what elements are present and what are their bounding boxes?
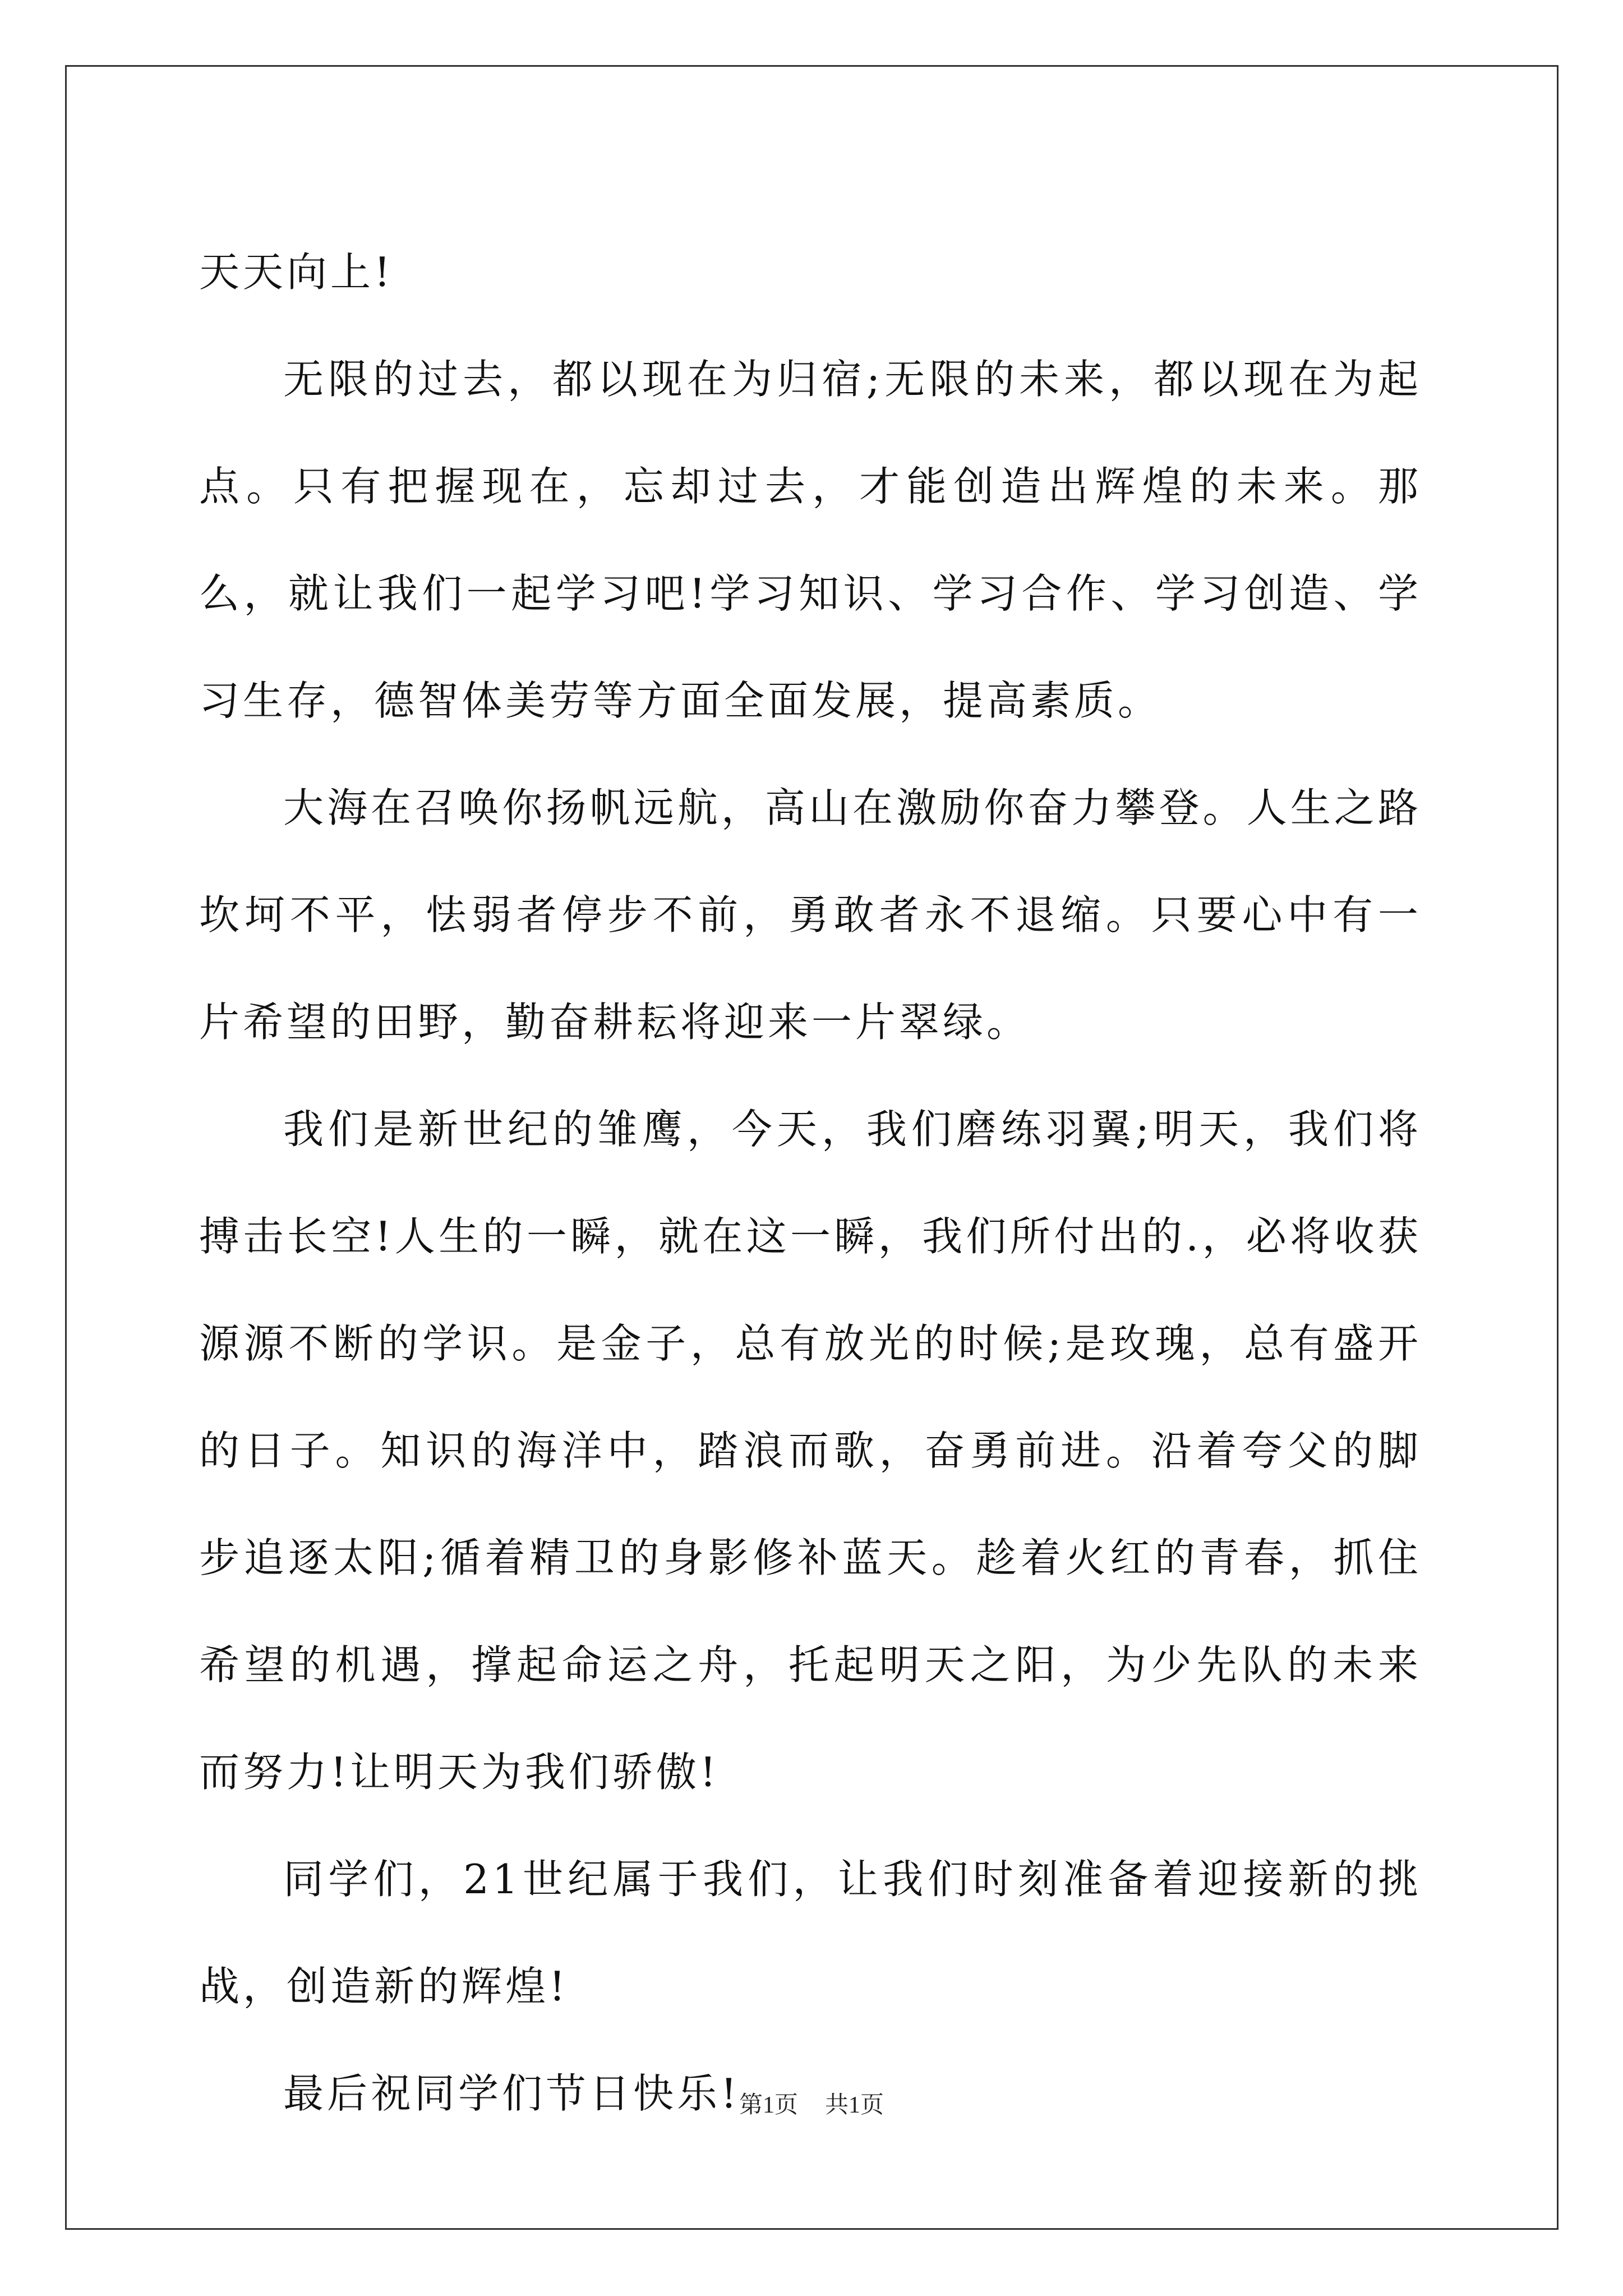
document-body bbox=[199, 219, 1422, 2147]
paragraph-4: 我们是新世纪的雏鹰，今天，我们磨练羽翼;明天，我们将搏击长空!人生的一瞬，就在这一瞬，我们所付出的.，必将收获源源不断的学识。是金子，总有放光的时候;是玫瑰，总有盛开的日子。知识的海洋中，踏浪而歌，奋勇前进。沿着夸父的脚步追逐太阳;循着精卫的身影修补蓝天。趁着火红的青春，抓住希望的机遇，撑起命运之舟，托起明天之阳，为少先队的未来而努力!让明天为我们骄傲! bbox=[199, 1106, 1422, 1796]
paragraph-6: 最后祝同学们节日快乐! bbox=[283, 2070, 740, 2117]
paragraph-1: 天天向上! bbox=[199, 249, 394, 296]
page-footer bbox=[0, 2090, 1623, 2121]
paragraph-5: 同学们，21世纪属于我们，让我们时刻准备着迎接新的挑战，创造新的辉煌! bbox=[199, 1856, 1422, 2010]
paragraph-2: 无限的过去，都以现在为归宿;无限的未来，都以现在为起点。只有把握现在，忘却过去，才能创造出辉煌的未来。那么，就让我们一起学习吧!学习知识、学习合作、学习创造、学习生存，德智体美劳等方面全面发展，提高素质。 bbox=[199, 356, 1422, 724]
page-number-current: 第1页 bbox=[739, 2092, 798, 2118]
paragraph-3: 大海在召唤你扬帆远航，高山在激励你奋力攀登。人生之路坎坷不平，怯弱者停步不前，勇敢者永不退缩。只要心中有一片希望的田野，勤奋耕耘将迎来一片翠绿。 bbox=[199, 784, 1422, 1046]
page-number-total: 共1页 bbox=[825, 2092, 884, 2118]
